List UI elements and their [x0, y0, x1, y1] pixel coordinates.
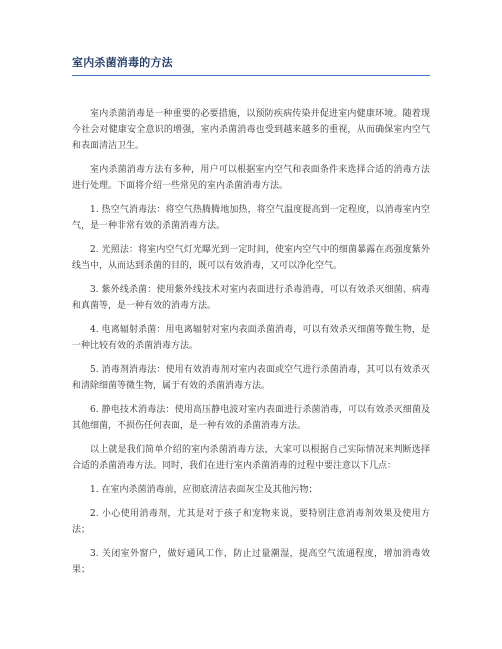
method-item: 1. 热空气消毒法：将空气热腾腾地加热，将空气温度提高到一定程度，以消毒室内空气，是一种非常有效的杀菌消毒方法。 [72, 205, 430, 231]
note-item: 1. 在室内杀菌消毒前，应彻底清洁表面灰尘及其他污物； [90, 485, 318, 495]
summary-paragraph: 以上就是我们简单介绍的室内杀菌消毒方法，大家可以根据自己实际情况来判断选择合适的杀菌消毒方法。同时，我们在进行室内杀菌消毒的过程中要注意以下几点： [72, 445, 430, 471]
title-section [72, 55, 430, 76]
overview-paragraph: 室内杀菌消毒方法有多种，用户可以根据室内空气和表面条件来选择合适的消毒方法进行处理。下面将介绍一些常见的室内杀菌消毒方法。 [72, 165, 430, 191]
method-item: 6. 静电技术消毒法：使用高压静电波对室内表面进行杀菌消毒，可以有效杀灭细菌及其他细菌，不损伤任何表面，是一种有效的杀菌消毒方法。 [72, 405, 430, 431]
document-body [72, 106, 430, 586]
method-item: 2. 光照法：将室内空气灯光曝光到一定时间，使室内空气中的细菌暴露在高强度紫外线当中，从而达到杀菌的目的，既可以有效消毒，又可以净化空气。 [72, 245, 430, 271]
method-item: 5. 消毒剂消毒法：使用有效消毒剂对室内表面或空气进行杀菌消毒，其可以有效杀灭和清除细菌等微生物，属于有效的杀菌消毒方法。 [72, 365, 430, 391]
note-item: 2. 小心使用消毒剂，尤其是对于孩子和宠物来说，要特别注意消毒剂效果及使用方法； [72, 509, 430, 535]
method-item: 3. 紫外线杀菌：使用紫外线技术对室内表面进行杀毒消毒，可以有效杀灭细菌、病毒和真菌等，是一种有效的消毒方法。 [72, 285, 430, 311]
method-item: 4. 电离辐射杀菌：用电离辐射对室内表面杀菌消毒，可以有效杀灭细菌等微生物，是一种比较有效的杀菌消毒方法。 [72, 325, 430, 351]
intro-paragraph: 室内杀菌消毒是一种重要的必要措施，以预防疾病传染并促进室内健康环境。随着现今社会对健康安全意识的增强，室内杀菌消毒也受到越来越多的重视，从而确保室内空气和表面清洁卫生。 [72, 109, 430, 151]
note-item: 3. 关闭室外窗户，做好通风工作，防止过量潮湿，提高空气流通程度，增加消毒效果； [72, 549, 430, 575]
document-title: 室内杀菌消毒的方法 [72, 56, 173, 69]
title-underline [72, 75, 430, 76]
